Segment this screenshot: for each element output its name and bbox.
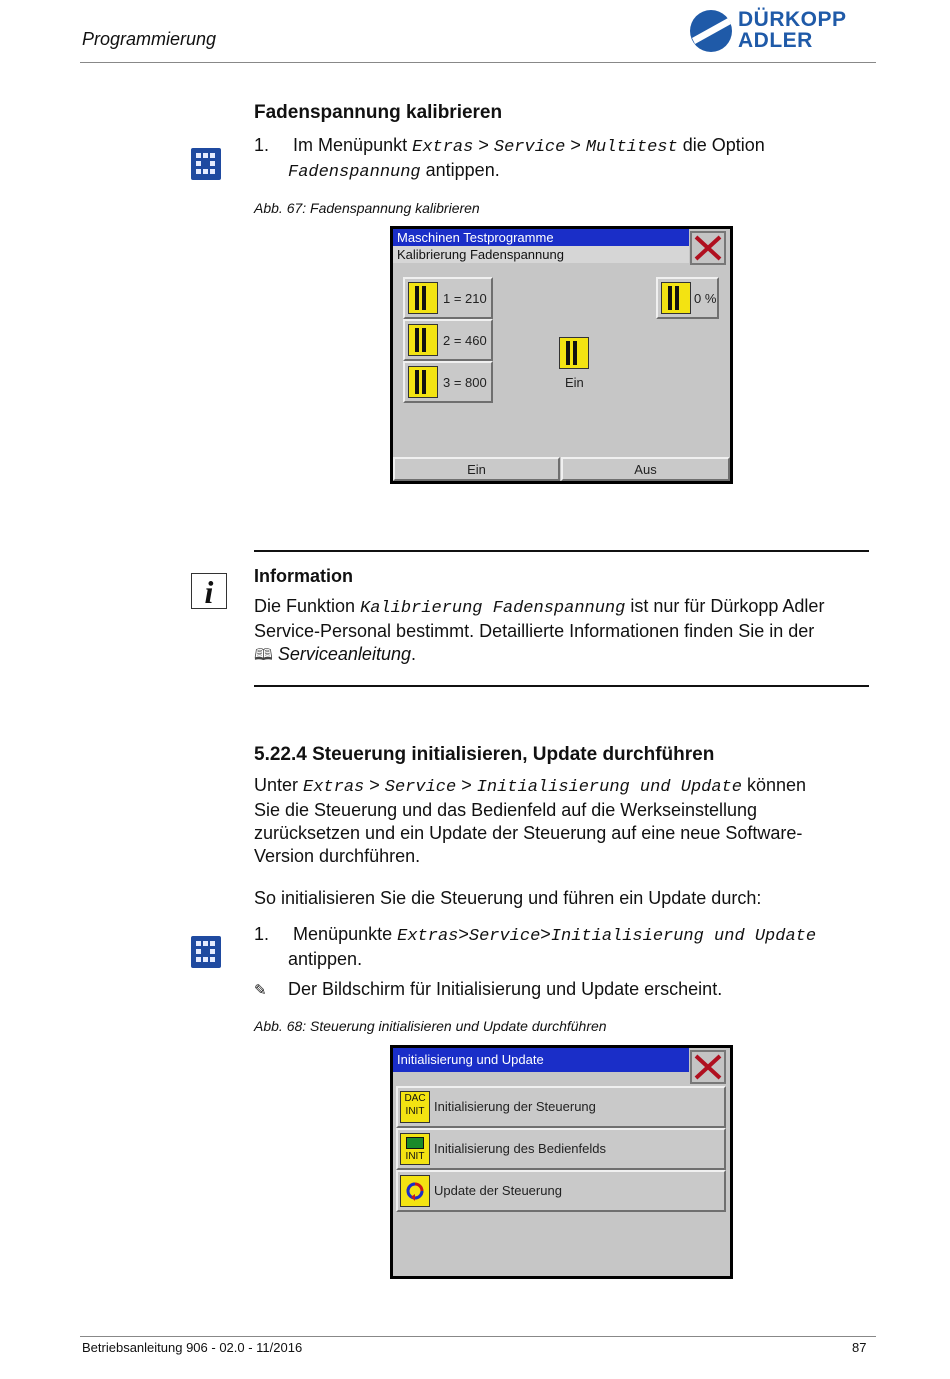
- header-divider: [80, 62, 876, 63]
- step-number: 1.: [254, 135, 270, 155]
- screen-title-bar: Maschinen Testprogramme: [393, 229, 689, 246]
- close-icon[interactable]: [690, 231, 726, 265]
- tension-item-1-button[interactable]: [403, 277, 493, 319]
- menu-path-service: Service: [384, 778, 457, 797]
- path-separator: >: [478, 135, 489, 155]
- init-controller-button[interactable]: [396, 1086, 726, 1128]
- logo-mark-icon: [688, 8, 734, 54]
- logo-text-line2: ADLER: [738, 29, 813, 52]
- menu-path-init-update: Initialisierung und Update: [550, 927, 817, 946]
- info-line-2: Service-Personal bestimmt. Detaillierte Informationen finden Sie in der: [254, 621, 815, 641]
- step-1-calibrate: [254, 134, 854, 184]
- duerkopp-adler-logo: [688, 8, 874, 54]
- info-top-rule: [254, 550, 869, 552]
- menu-path-service: Service: [468, 927, 541, 946]
- footer-divider: [80, 1336, 876, 1337]
- ein-button-label: Ein: [467, 462, 486, 477]
- page-number: 87: [852, 1340, 867, 1355]
- menu-path-extras: Extras: [412, 138, 474, 157]
- book-icon: 🕮: [254, 647, 273, 664]
- thread-tension-center-icon[interactable]: [559, 337, 589, 369]
- menu-path-extras: Extras: [303, 778, 365, 797]
- close-icon[interactable]: [690, 1050, 726, 1084]
- step-1-init: 1. Menüpunkte Extras>Service>Initialisierung und Update antippen. ✎ Der Bildschirm für Initialisierung und Update erscheint.: [254, 923, 874, 1002]
- center-label-ein: Ein: [565, 375, 584, 390]
- tension-item-2-button[interactable]: [403, 319, 493, 361]
- init-controller-label: Initialisierung der Steuerung: [434, 1099, 596, 1114]
- step-text-prefix: Im Menüpunkt: [293, 135, 408, 155]
- touch-panel-step-icon: [191, 148, 221, 180]
- logo-text-line1: DÜRKOPP: [738, 8, 847, 31]
- thread-tension-icon: [408, 324, 438, 356]
- thread-tension-icon: [408, 282, 438, 314]
- update-refresh-icon: [400, 1175, 430, 1207]
- information-icon: i: [191, 573, 227, 609]
- figure-caption-67: Abb. 67: Fadenspannung kalibrieren: [254, 200, 480, 216]
- touch-panel-step-icon: [191, 936, 221, 968]
- path-separator: >: [570, 135, 581, 155]
- section2-intro: So initialisieren Sie die Steuerung und führen ein Update durch:: [254, 888, 762, 908]
- menu-path-init-update: Initialisierung und Update: [476, 778, 742, 797]
- running-header-title: Programmierung: [82, 29, 217, 49]
- footer-manual-reference: Betriebsanleitung 906 - 02.0 - 11/2016: [82, 1340, 303, 1355]
- step-text-mid: die Option: [682, 135, 765, 155]
- menu-path-service: Service: [493, 138, 566, 157]
- screen-subtitle: Kalibrierung Fadenspannung: [393, 246, 689, 263]
- menu-path-multitest: Multitest: [585, 138, 678, 157]
- thread-tension-icon: [661, 282, 691, 314]
- init-panel-label: Initialisierung des Bedienfelds: [434, 1141, 606, 1156]
- figure-caption-68: Abb. 68: Steuerung initialisieren und Update durchführen: [254, 1018, 607, 1034]
- tension-item-3-label: 3 = 800: [443, 375, 487, 390]
- step-text-suffix: antippen.: [425, 160, 500, 180]
- result-arrow-icon: ✎: [254, 982, 267, 999]
- panel-init-icon: INIT: [400, 1133, 430, 1165]
- service-manual-link: Serviceanleitung: [277, 644, 411, 664]
- tension-item-3-button[interactable]: [403, 361, 493, 403]
- info-text: Die Funktion Kalibrierung Fadenspannung ist nur für Dürkopp Adler Service-Personal bestimmt. Detaillierte Informationen finden Sie in der 🕮 Serviceanleitung.: [254, 595, 874, 667]
- screenshot-calibration: [390, 226, 733, 484]
- dac-init-icon: DAC INIT: [400, 1091, 430, 1123]
- info-text-1: Die Funktion: [254, 596, 356, 616]
- aus-button-label: Aus: [634, 462, 657, 477]
- section2-paragraph: Unter Extras > Service > Initialisierung und Update können Sie die Steuerung und das Bedienfeld auf die Werkseinstellung zurücksetzen und ein Update der Steuerung auf eine neue Software- Version durchführen.: [254, 775, 807, 866]
- step-result-text: Der Bildschirm für Initialisierung und Update erscheint.: [288, 979, 723, 999]
- menu-path-extras: Extras: [397, 927, 459, 946]
- section-heading-5-22-4: 5.22.4 Steuerung initialisieren, Update durchführen: [254, 744, 715, 765]
- tension-percent-button[interactable]: [656, 277, 719, 319]
- tension-percent-label: 0 %: [694, 291, 717, 306]
- section-heading-calibrate: Fadenspannung kalibrieren: [254, 102, 503, 123]
- info-function-name: Kalibrierung Fadenspannung: [360, 599, 626, 618]
- init-panel-button[interactable]: [396, 1128, 726, 1170]
- tension-item-2-label: 2 = 460: [443, 333, 487, 348]
- update-controller-label: Update der Steuerung: [434, 1183, 562, 1198]
- ein-button[interactable]: [393, 457, 560, 481]
- info-bottom-rule: [254, 685, 869, 687]
- info-title: Information: [254, 566, 353, 586]
- tension-item-1-label: 1 = 210: [443, 291, 487, 306]
- screen-title-bar: Initialisierung und Update: [393, 1048, 689, 1072]
- update-controller-button[interactable]: [396, 1170, 726, 1212]
- thread-tension-icon: [408, 366, 438, 398]
- aus-button[interactable]: [561, 457, 730, 481]
- screenshot-init-update: [390, 1045, 733, 1279]
- option-fadenspannung: Fadenspannung: [288, 163, 421, 182]
- info-text-2: ist nur für Dürkopp Adler: [630, 596, 825, 616]
